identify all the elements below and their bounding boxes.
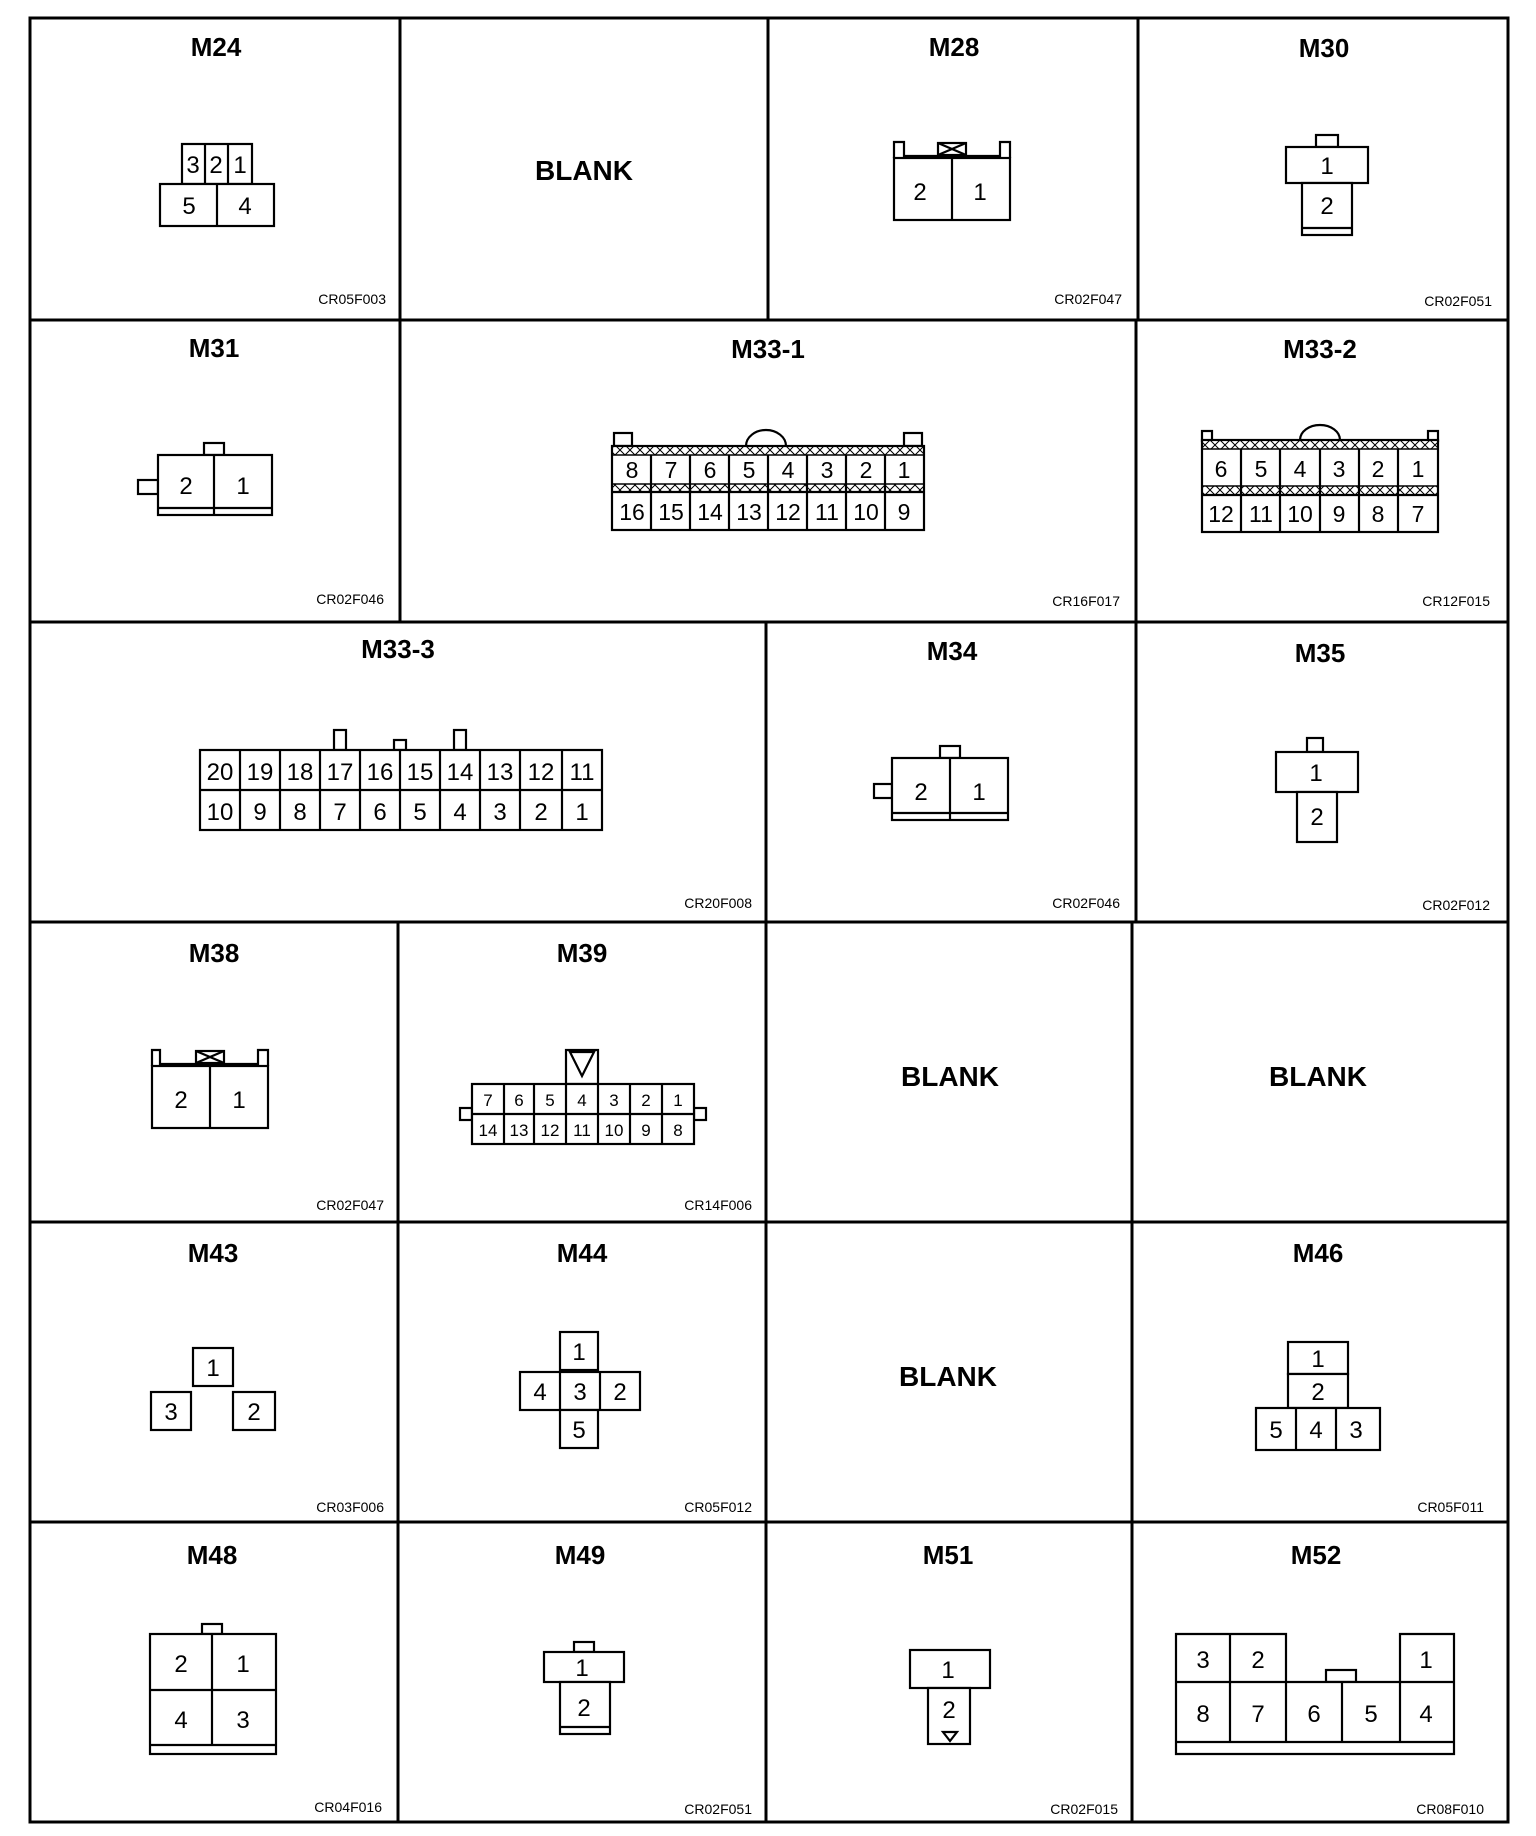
diagram-code: CR05F003 [318, 291, 386, 307]
blank-label: BLANK [535, 155, 633, 186]
diagram-code: CR04F016 [314, 1799, 382, 1815]
panel-title: M30 [1298, 33, 1350, 63]
panel-m46 [1256, 1238, 1484, 1515]
pin-label: 5 [1364, 1701, 1378, 1728]
pin-label: 16 [619, 499, 645, 525]
pin-label: 11 [573, 1121, 591, 1140]
pin-label: 4 [1293, 456, 1307, 482]
panel-title: M46 [1292, 1238, 1344, 1268]
panel-title: M34 [926, 636, 978, 666]
connector-drawing [152, 1050, 268, 1128]
panel-title: M44 [556, 1238, 608, 1268]
panel-title: M38 [188, 938, 240, 968]
pin-label: 1 [575, 1655, 589, 1682]
pin-label: 5 [1269, 1417, 1283, 1444]
pin-label: 6 [1307, 1701, 1321, 1728]
connector-drawing [1276, 738, 1358, 842]
panel-m49 [544, 1540, 752, 1817]
panel-m24 [160, 32, 386, 307]
pin-label: 7 [333, 799, 347, 826]
pin-label: 13 [736, 499, 762, 525]
pin-label: 10 [604, 1121, 624, 1140]
connector-drawing [160, 144, 274, 226]
pin-label: 1 [236, 473, 250, 500]
blank-label: BLANK [901, 1061, 999, 1092]
connector-drawing [138, 443, 272, 515]
pin-label: 14 [478, 1121, 498, 1140]
pin-label: 6 [703, 457, 717, 483]
connector-drawing [910, 1650, 990, 1744]
pin-label: 15 [406, 759, 434, 786]
pin-label: 9 [253, 799, 267, 826]
pin-label: 2 [577, 1695, 591, 1722]
pin-label: 4 [533, 1379, 547, 1406]
pin-label: 15 [658, 499, 684, 525]
pin-label: 7 [483, 1091, 493, 1110]
pin-label: 3 [609, 1091, 619, 1110]
pin-label: 1 [972, 779, 986, 806]
pin-label: 3 [573, 1379, 587, 1406]
pin-label: 2 [174, 1651, 188, 1678]
pin-label: 2 [942, 1697, 956, 1724]
connector-drawing [460, 1050, 706, 1144]
pin-label: 2 [641, 1091, 651, 1110]
pin-label: 10 [1287, 501, 1313, 527]
connector-drawing [151, 1348, 275, 1430]
panel-title: M49 [554, 1540, 606, 1570]
panel-m33-3 [200, 634, 752, 911]
connector-drawing [1256, 1342, 1380, 1450]
blank-label: BLANK [899, 1361, 997, 1392]
pin-label: 2 [1371, 456, 1385, 482]
panel-title: M33-3 [361, 634, 435, 664]
pin-label: 3 [1332, 456, 1346, 482]
connector-drawing [1202, 425, 1438, 532]
pin-label: 1 [1311, 1346, 1325, 1373]
pin-label: 1 [1309, 760, 1323, 787]
pin-label: 19 [246, 759, 274, 786]
panel-blank [535, 155, 633, 186]
pin-label: 8 [625, 457, 639, 483]
pin-label: 2 [613, 1379, 627, 1406]
diagram-code: CR12F015 [1422, 593, 1490, 609]
pin-label: 1 [206, 1355, 220, 1382]
pin-label: 9 [897, 499, 911, 525]
connector-drawing [1286, 135, 1368, 235]
panel-m48 [150, 1540, 382, 1815]
pin-label: 1 [233, 152, 247, 179]
panel-m39 [460, 938, 752, 1213]
pin-label: 3 [186, 152, 200, 179]
connector-drawing [894, 142, 1010, 220]
pin-label: 14 [697, 499, 723, 525]
panel-m30 [1286, 33, 1492, 309]
pin-label: 2 [859, 457, 873, 483]
diagram-code: CR02F047 [316, 1197, 384, 1213]
pin-label: 12 [540, 1121, 560, 1140]
pin-label: 3 [1349, 1417, 1363, 1444]
panel-m34 [874, 636, 1120, 911]
diagram-code: CR02F046 [316, 591, 384, 607]
pin-label: 6 [514, 1091, 524, 1110]
pin-label: 2 [209, 152, 223, 179]
pin-label: 7 [664, 457, 678, 483]
pin-label: 11 [569, 759, 595, 786]
pin-label: 3 [493, 799, 507, 826]
diagram-code: CR05F012 [684, 1499, 752, 1515]
connector-drawing [150, 1624, 276, 1754]
panel-title: M35 [1294, 638, 1346, 668]
pin-label: 8 [1371, 501, 1385, 527]
pin-label: 1 [673, 1091, 683, 1110]
pin-label: 2 [913, 179, 927, 206]
pin-label: 13 [509, 1121, 529, 1140]
panel-title: M43 [187, 1238, 239, 1268]
pin-label: 6 [1214, 456, 1228, 482]
pin-label: 7 [1251, 1701, 1265, 1728]
pin-label: 3 [820, 457, 834, 483]
pin-label: 4 [577, 1091, 587, 1110]
pin-label: 5 [182, 193, 196, 220]
panel-blank [901, 1061, 999, 1092]
panel-m51 [910, 1540, 1118, 1817]
pin-label: 5 [1254, 456, 1268, 482]
panel-m38 [152, 938, 384, 1213]
pin-label: 2 [1311, 1379, 1325, 1406]
pin-label: 1 [973, 179, 987, 206]
diagram-code: CR16F017 [1052, 593, 1120, 609]
panel-title: M48 [186, 1540, 238, 1570]
pin-label: 2 [179, 473, 193, 500]
panel-title: M28 [928, 32, 980, 62]
pin-label: 1 [232, 1087, 246, 1114]
pin-label: 4 [174, 1707, 188, 1734]
pin-label: 5 [413, 799, 427, 826]
blank-label: BLANK [1269, 1061, 1367, 1092]
pin-label: 1 [1411, 456, 1425, 482]
pin-label: 10 [853, 499, 879, 525]
panel-blank [899, 1361, 997, 1392]
pin-label: 1 [1320, 153, 1334, 180]
pin-label: 12 [775, 499, 801, 525]
connector-drawing [874, 746, 1008, 820]
pin-label: 4 [453, 799, 467, 826]
diagram-code: CR02F051 [1424, 293, 1492, 309]
diagram-code: CR05F011 [1417, 1499, 1484, 1515]
pin-label: 11 [1249, 501, 1273, 527]
pin-label: 2 [1320, 193, 1334, 220]
panel-m43 [151, 1238, 384, 1515]
pin-label: 2 [534, 799, 548, 826]
pin-label: 7 [1411, 501, 1425, 527]
connector-drawing [612, 430, 924, 530]
pin-label: 4 [781, 457, 795, 483]
pin-label: 1 [1419, 1647, 1433, 1674]
panel-blank [1269, 1061, 1367, 1092]
pin-label: 4 [1309, 1417, 1323, 1444]
panel-title: M33-1 [731, 334, 805, 364]
pin-label: 18 [286, 759, 314, 786]
panel-m33-1 [612, 334, 1120, 609]
panel-m33-2 [1202, 334, 1490, 609]
panel-m35 [1276, 638, 1490, 913]
pin-label: 3 [164, 1399, 178, 1426]
connector-drawing [1176, 1634, 1454, 1754]
panel-title: M33-2 [1283, 334, 1357, 364]
diagram-code: CR14F006 [684, 1197, 752, 1213]
diagram-code: CR02F012 [1422, 897, 1490, 913]
panel-title: M39 [556, 938, 608, 968]
diagram-code: CR03F006 [316, 1499, 384, 1515]
panel-m31 [138, 333, 384, 607]
panel-title: M31 [188, 333, 240, 363]
diagram-code: CR02F015 [1050, 1801, 1118, 1817]
diagram-code: CR08F010 [1416, 1801, 1484, 1817]
pin-label: 3 [236, 1707, 250, 1734]
pin-label: 17 [326, 759, 354, 786]
pin-label: 8 [293, 799, 307, 826]
pin-label: 16 [366, 759, 394, 786]
pin-label: 2 [174, 1087, 188, 1114]
panel-m28 [894, 32, 1122, 307]
panel-m44 [520, 1238, 752, 1515]
pin-label: 12 [1208, 501, 1234, 527]
pin-label: 10 [206, 799, 234, 826]
pin-label: 9 [641, 1121, 651, 1140]
pin-label: 2 [1251, 1647, 1265, 1674]
pin-label: 13 [486, 759, 514, 786]
pin-label: 1 [236, 1651, 250, 1678]
pin-label: 4 [1419, 1701, 1433, 1728]
panel-m52 [1176, 1540, 1484, 1817]
pin-label: 1 [897, 457, 911, 483]
diagram-code: CR20F008 [684, 895, 752, 911]
pin-label: 2 [1310, 804, 1324, 831]
pin-label: 8 [1196, 1701, 1210, 1728]
connector-drawing [200, 730, 602, 830]
pin-label: 12 [527, 759, 555, 786]
pin-label: 5 [572, 1417, 586, 1444]
pin-label: 2 [247, 1399, 261, 1426]
connector-drawing [520, 1332, 640, 1448]
diagram-code: CR02F051 [684, 1801, 752, 1817]
panel-title: M52 [1290, 1540, 1342, 1570]
pin-label: 5 [742, 457, 756, 483]
diagram-code: CR02F046 [1052, 895, 1120, 911]
pin-label: 2 [914, 779, 928, 806]
connector-drawing [544, 1642, 624, 1734]
pin-label: 20 [206, 759, 234, 786]
pin-label: 1 [572, 1339, 586, 1366]
pin-label: 11 [815, 499, 839, 525]
pin-label: 14 [446, 759, 474, 786]
pin-label: 9 [1332, 501, 1346, 527]
pin-label: 6 [373, 799, 387, 826]
pin-label: 3 [1196, 1647, 1210, 1674]
pin-label: 1 [941, 1657, 955, 1684]
panel-title: M24 [190, 32, 242, 62]
panel-title: M51 [922, 1540, 974, 1570]
pin-label: 4 [238, 193, 252, 220]
pin-label: 5 [545, 1091, 555, 1110]
pin-label: 8 [673, 1121, 683, 1140]
pin-label: 1 [575, 799, 589, 826]
diagram-code: CR02F047 [1054, 291, 1122, 307]
grid [30, 18, 1508, 1822]
